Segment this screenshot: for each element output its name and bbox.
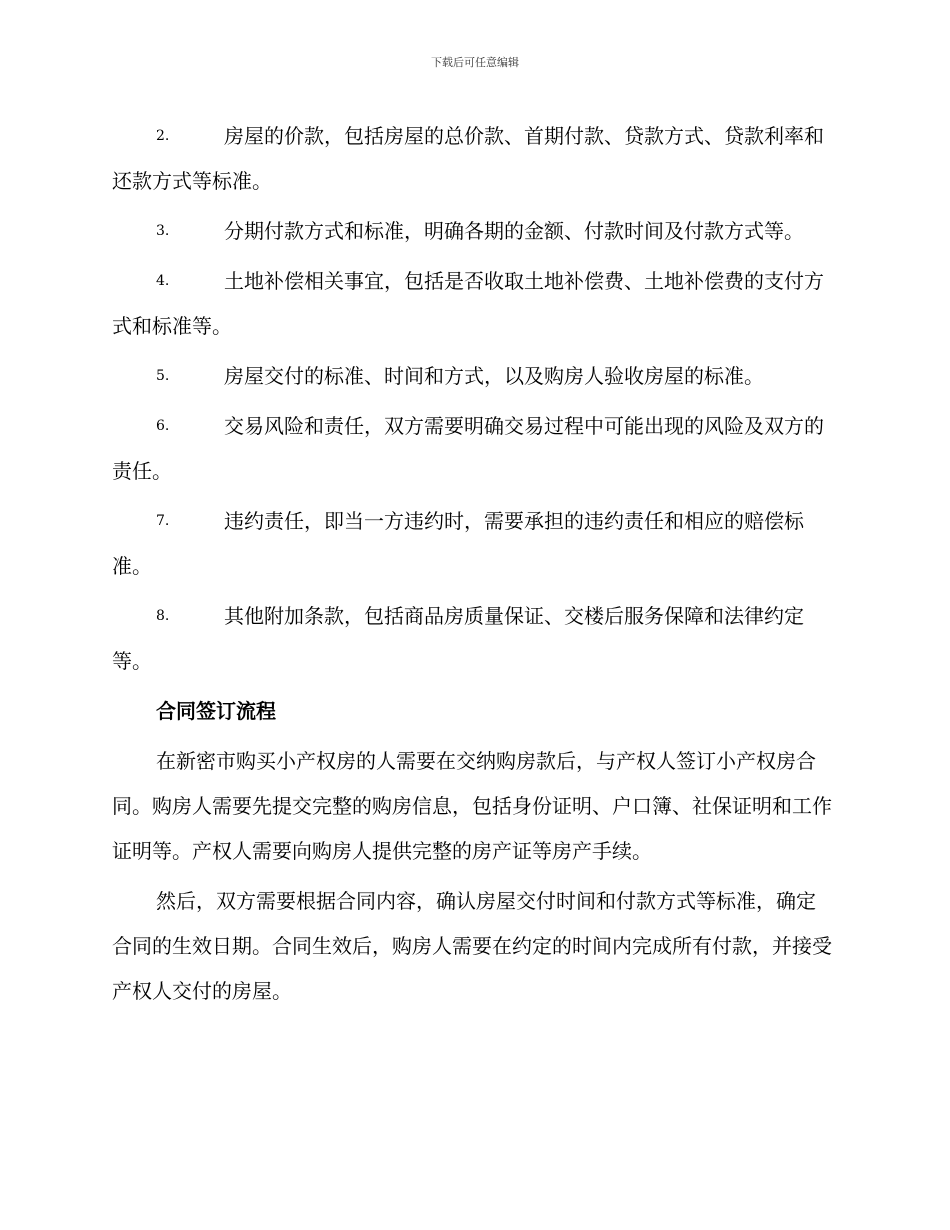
document-body xyxy=(112,114,834,1019)
list-item-2 xyxy=(112,114,834,204)
paragraph: 然后，双方需要根据合同内容，确认房屋交付时间和付款方式等标准，确定合同的生效日期。合同生效后，购房人需要在约定的时间内完成所有付款，并接受产权人交付的房屋。 xyxy=(112,889,832,1003)
list-item-4 xyxy=(112,259,834,349)
list-item-3 xyxy=(112,209,834,254)
page-header: 下载后可任意编辑 xyxy=(431,56,519,69)
list-item-text: 违约责任，即当一方违约时，需要承担的违约责任和相应的赔偿标准。 xyxy=(112,509,804,578)
list-item-text: 房屋交付的标准、时间和方式，以及购房人验收房屋的标准。 xyxy=(224,364,764,388)
list-item-text: 房屋的价款，包括房屋的总价款、首期付款、贷款方式、贷款利率和还款方式等标准。 xyxy=(112,124,824,193)
list-item-7 xyxy=(112,499,834,589)
list-item-5 xyxy=(112,354,834,399)
list-item-6 xyxy=(112,404,834,494)
list-item-8 xyxy=(112,594,834,684)
list-item-number: 3. xyxy=(156,223,170,239)
list-item-number: 8. xyxy=(156,608,170,624)
list-item-text: 交易风险和责任，双方需要明确交易过程中可能出现的风险及双方的责任。 xyxy=(112,414,824,483)
list-item-number: 7. xyxy=(156,513,170,529)
paragraph: 在新密市购买小产权房的人需要在交纳购房款后，与产权人签订小产权房合同。购房人需要先提交完整的购房信息，包括身份证明、户口簿、社保证明和工作证明等。产权人需要向购房人提供完整的房产证等房产手续。 xyxy=(112,749,832,863)
section-heading: 合同签订流程 xyxy=(156,699,276,723)
list-item-text: 土地补偿相关事宜，包括是否收取土地补偿费、土地补偿费的支付方式和标准等。 xyxy=(112,269,824,338)
list-item-text: 其他附加条款，包括商品房质量保证、交楼后服务保障和法律约定等。 xyxy=(112,604,804,673)
list-item-number: 2. xyxy=(156,128,170,144)
list-item-number: 5. xyxy=(156,368,170,384)
list-item-number: 4. xyxy=(156,273,170,289)
list-item-text: 分期付款方式和标准，明确各期的金额、付款时间及付款方式等。 xyxy=(224,219,804,243)
list-item-number: 6. xyxy=(156,418,170,434)
